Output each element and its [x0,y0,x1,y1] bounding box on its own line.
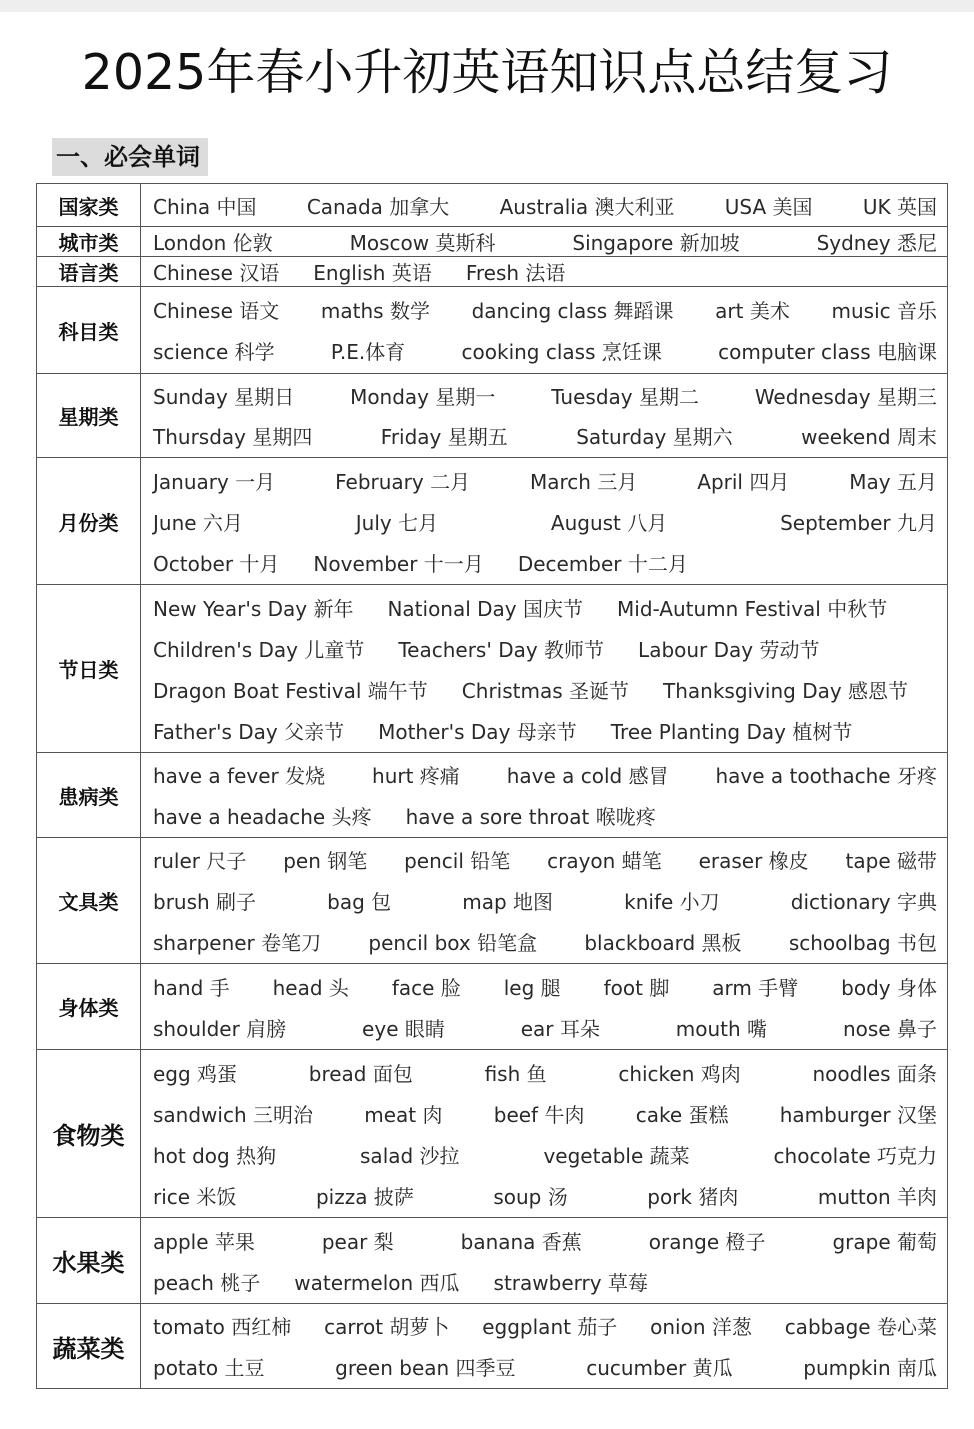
word-entry: leg 腿 [503,975,561,1000]
word-cell [141,753,948,838]
word-entry: pumpkin 南瓜 [803,1355,937,1380]
word-line [153,460,937,501]
word-entry: November 十一月 [313,551,484,576]
word-entry: have a headache 头疼 [153,804,372,829]
word-entry: hurt 疼痛 [372,764,460,789]
word-entry: science 科学 [153,340,275,365]
word-entry: April 四月 [697,469,790,494]
word-cell [141,838,948,964]
word-entry: USA 美国 [724,194,813,219]
word-entry: P.E.体育 [330,340,406,365]
word-line [153,921,937,962]
word-entry: soup 汤 [493,1184,568,1209]
category-label: 食物类 [37,1050,141,1218]
word-cell [141,287,948,374]
word-entry: cabbage 卷心菜 [784,1315,937,1340]
word-entry: eggplant 茄子 [482,1315,618,1340]
category-label: 城市类 [37,227,141,257]
word-entry: cooking class 烹饪课 [461,340,662,365]
word-entry: Wednesday 星期三 [754,385,937,409]
word-line [153,186,937,225]
word-entry: sandwich 三明治 [153,1102,313,1127]
word-entry: ear 耳朵 [520,1016,600,1041]
vocab-row [37,458,948,585]
word-entry: weekend 周末 [801,425,937,449]
word-entry: brush 刷子 [153,890,257,914]
word-entry: face 脸 [391,975,461,1000]
word-entry: pear 梨 [321,1229,394,1254]
word-entry: Canada 加拿大 [306,194,450,219]
word-entry: map 地图 [462,890,554,914]
word-entry: watermelon 西瓜 [294,1270,460,1295]
word-entry: grape 葡萄 [832,1229,937,1254]
word-entry: Mother's Day 母亲节 [378,719,577,744]
word-entry: Monday 星期一 [350,385,496,409]
word-entry: Mid-Autumn Festival 中秋节 [617,596,888,621]
word-entry: Labour Day 劳动节 [638,637,820,662]
word-entry: maths 数学 [320,298,430,323]
word-entry: Singapore 新加坡 [572,231,740,255]
word-entry: onion 洋葱 [650,1315,752,1340]
word-line [153,795,937,836]
word-entry: rice 米饭 [153,1184,237,1209]
category-label: 月份类 [37,458,141,585]
word-entry: Saturday 星期六 [576,425,733,449]
word-entry: blackboard 黑板 [584,930,742,955]
word-line [153,1346,937,1387]
word-entry: shoulder 肩膀 [153,1016,287,1041]
word-cell [141,257,948,287]
word-entry: Children's Day 儿童节 [153,637,365,662]
word-entry: mouth 嘴 [675,1016,768,1041]
word-entry: Sunday 星期日 [153,385,295,409]
word-line [153,1220,937,1261]
vocab-row [37,585,948,753]
category-label: 星期类 [37,374,141,458]
word-cell [141,458,948,585]
vocab-row [37,227,948,257]
word-entry: Teachers' Day 教师节 [398,637,605,662]
word-entry: Moscow 莫斯科 [349,231,496,255]
word-entry: Thanksgiving Day 感恩节 [663,678,909,703]
word-entry: July 七月 [355,510,439,535]
word-entry: September 九月 [780,510,937,535]
word-entry: nose 鼻子 [842,1016,937,1041]
word-cell [141,585,948,753]
word-entry: pizza 披萨 [315,1184,414,1209]
word-entry: February 二月 [335,469,471,494]
vocab-row [37,753,948,838]
word-entry: January 一月 [153,469,276,494]
word-line [153,1007,937,1048]
word-entry: cucumber 黄瓜 [586,1355,733,1380]
word-entry: crayon 蜡笔 [547,849,662,874]
word-line [153,1134,937,1175]
word-entry: June 六月 [153,510,243,535]
word-entry: meat 肉 [364,1102,443,1127]
word-entry: hamburger 汉堡 [779,1102,937,1127]
word-line [153,755,937,796]
word-line [153,376,937,416]
vocab-row [37,1218,948,1304]
word-entry: vegetable 蔬菜 [543,1143,690,1168]
word-entry: dictionary 字典 [790,890,937,914]
word-line [153,1052,937,1093]
category-label: 患病类 [37,753,141,838]
word-entry: tomato 西红柿 [153,1315,292,1340]
word-line [153,416,937,456]
word-cell [141,1304,948,1389]
word-entry: London 伦敦 [153,231,273,255]
word-entry: Fresh 法语 [465,261,566,285]
category-label: 文具类 [37,838,141,964]
word-entry: potato 土豆 [153,1355,265,1380]
word-entry: ruler 尺子 [153,849,247,874]
word-entry: have a sore throat 喉咙疼 [405,804,656,829]
word-entry: music 音乐 [831,298,937,323]
word-line [153,710,937,751]
word-entry: eraser 橡皮 [698,849,809,874]
vocabulary-table-body [37,184,948,1389]
word-cell [141,964,948,1050]
word-cell [141,227,948,257]
word-entry: hand 手 [153,975,230,1000]
vocab-row [37,1050,948,1218]
word-entry: China 中国 [153,194,257,219]
word-entry: mutton 羊肉 [817,1184,937,1209]
word-entry: hot dog 热狗 [153,1143,277,1168]
word-entry: May 五月 [849,469,937,494]
word-entry: Sydney 悉尼 [816,231,937,255]
word-entry: Chinese 语文 [153,298,280,323]
category-label: 节日类 [37,585,141,753]
word-entry: body 身体 [841,975,937,1000]
word-cell [141,374,948,458]
word-line [153,259,937,284]
vocab-row [37,374,948,458]
word-entry: Father's Day 父亲节 [153,719,345,744]
word-entry: salad 沙拉 [360,1143,460,1168]
word-entry: apple 苹果 [153,1229,255,1254]
word-line [153,1175,937,1216]
word-line [153,289,937,331]
vocab-row [37,1304,948,1389]
word-entry: dancing class 舞蹈课 [471,298,674,323]
word-line [153,1093,937,1134]
word-entry: pencil box 铅笔盒 [368,930,538,955]
word-entry: August 八月 [550,510,668,535]
word-entry: bread 面包 [308,1061,413,1086]
word-entry: Christmas 圣诞节 [461,678,629,703]
page-title: 2025年春小升初英语知识点总结复习 [81,44,893,101]
word-entry: National Day 国庆节 [387,596,583,621]
vocab-row [37,257,948,287]
category-label: 科目类 [37,287,141,374]
word-entry: Australia 澳大利亚 [499,194,675,219]
word-entry: banana 香蕉 [460,1229,582,1254]
word-entry: tape 磁带 [845,849,937,874]
word-entry: carrot 胡萝卜 [324,1315,450,1340]
word-entry: March 三月 [530,469,638,494]
word-entry: chicken 鸡肉 [618,1061,741,1086]
word-entry: Tree Planting Day 植树节 [610,719,853,744]
category-label: 身体类 [37,964,141,1050]
word-entry: have a toothache 牙疼 [715,764,937,789]
word-entry: UK 英国 [862,194,937,219]
word-line [153,669,937,710]
word-line [153,1306,937,1347]
word-line [153,628,937,669]
word-entry: have a cold 感冒 [506,764,669,789]
category-label: 蔬菜类 [37,1304,141,1389]
vocabulary-table [36,183,948,1389]
vocab-row [37,287,948,374]
word-entry: peach 桃子 [153,1270,261,1295]
word-cell [141,1218,948,1304]
word-entry: foot 脚 [603,975,670,1000]
word-line [153,587,937,628]
word-entry: Dragon Boat Festival 端午节 [153,678,428,703]
word-entry: computer class 电脑课 [718,340,937,365]
word-cell [141,1050,948,1218]
word-entry: December 十二月 [517,551,688,576]
vocab-row [37,838,948,964]
word-entry: have a fever 发烧 [153,764,326,789]
section-heading: 一、必会单词 [52,138,208,176]
word-entry: English 英语 [313,261,432,285]
word-entry: fish 鱼 [484,1061,547,1086]
category-label: 语言类 [37,257,141,287]
word-entry: strawberry 草莓 [493,1270,648,1295]
word-line [153,229,937,255]
word-entry: head 头 [272,975,349,1000]
word-line [153,1261,937,1302]
vocab-row [37,184,948,227]
word-entry: Thursday 星期四 [153,425,313,449]
word-entry: chocolate 巧克力 [773,1143,937,1168]
word-entry: eye 眼睛 [362,1016,445,1041]
category-label: 国家类 [37,184,141,227]
top-band [0,0,974,12]
word-entry: sharpener 卷笔刀 [153,930,322,955]
word-line [153,880,937,921]
word-entry: knife 小刀 [624,890,720,914]
word-entry: Chinese 汉语 [153,261,280,285]
word-entry: October 十月 [153,551,280,576]
category-label: 水果类 [37,1218,141,1304]
word-entry: beef 牛肉 [493,1102,585,1127]
word-entry: arm 手臂 [712,975,799,1000]
word-line [153,501,937,542]
word-entry: cake 蛋糕 [635,1102,729,1127]
word-entry: green bean 四季豆 [335,1355,516,1380]
word-entry: Tuesday 星期二 [551,385,699,409]
word-entry: noodles 面条 [812,1061,937,1086]
vocab-row [37,964,948,1050]
word-entry: Friday 星期五 [380,425,508,449]
word-entry: schoolbag 书包 [788,930,937,955]
word-line [153,840,937,881]
word-line [153,966,937,1007]
word-entry: egg 鸡蛋 [153,1061,238,1086]
word-line [153,542,937,583]
word-entry: New Year's Day 新年 [153,596,354,621]
word-entry: orange 橙子 [648,1229,766,1254]
word-entry: pen 钢笔 [283,849,368,874]
word-entry: bag 包 [327,890,392,914]
word-entry: pork 猪肉 [647,1184,739,1209]
word-entry: art 美术 [715,298,790,323]
word-entry: pencil 铅笔 [404,849,511,874]
word-line [153,330,937,372]
word-cell [141,184,948,227]
